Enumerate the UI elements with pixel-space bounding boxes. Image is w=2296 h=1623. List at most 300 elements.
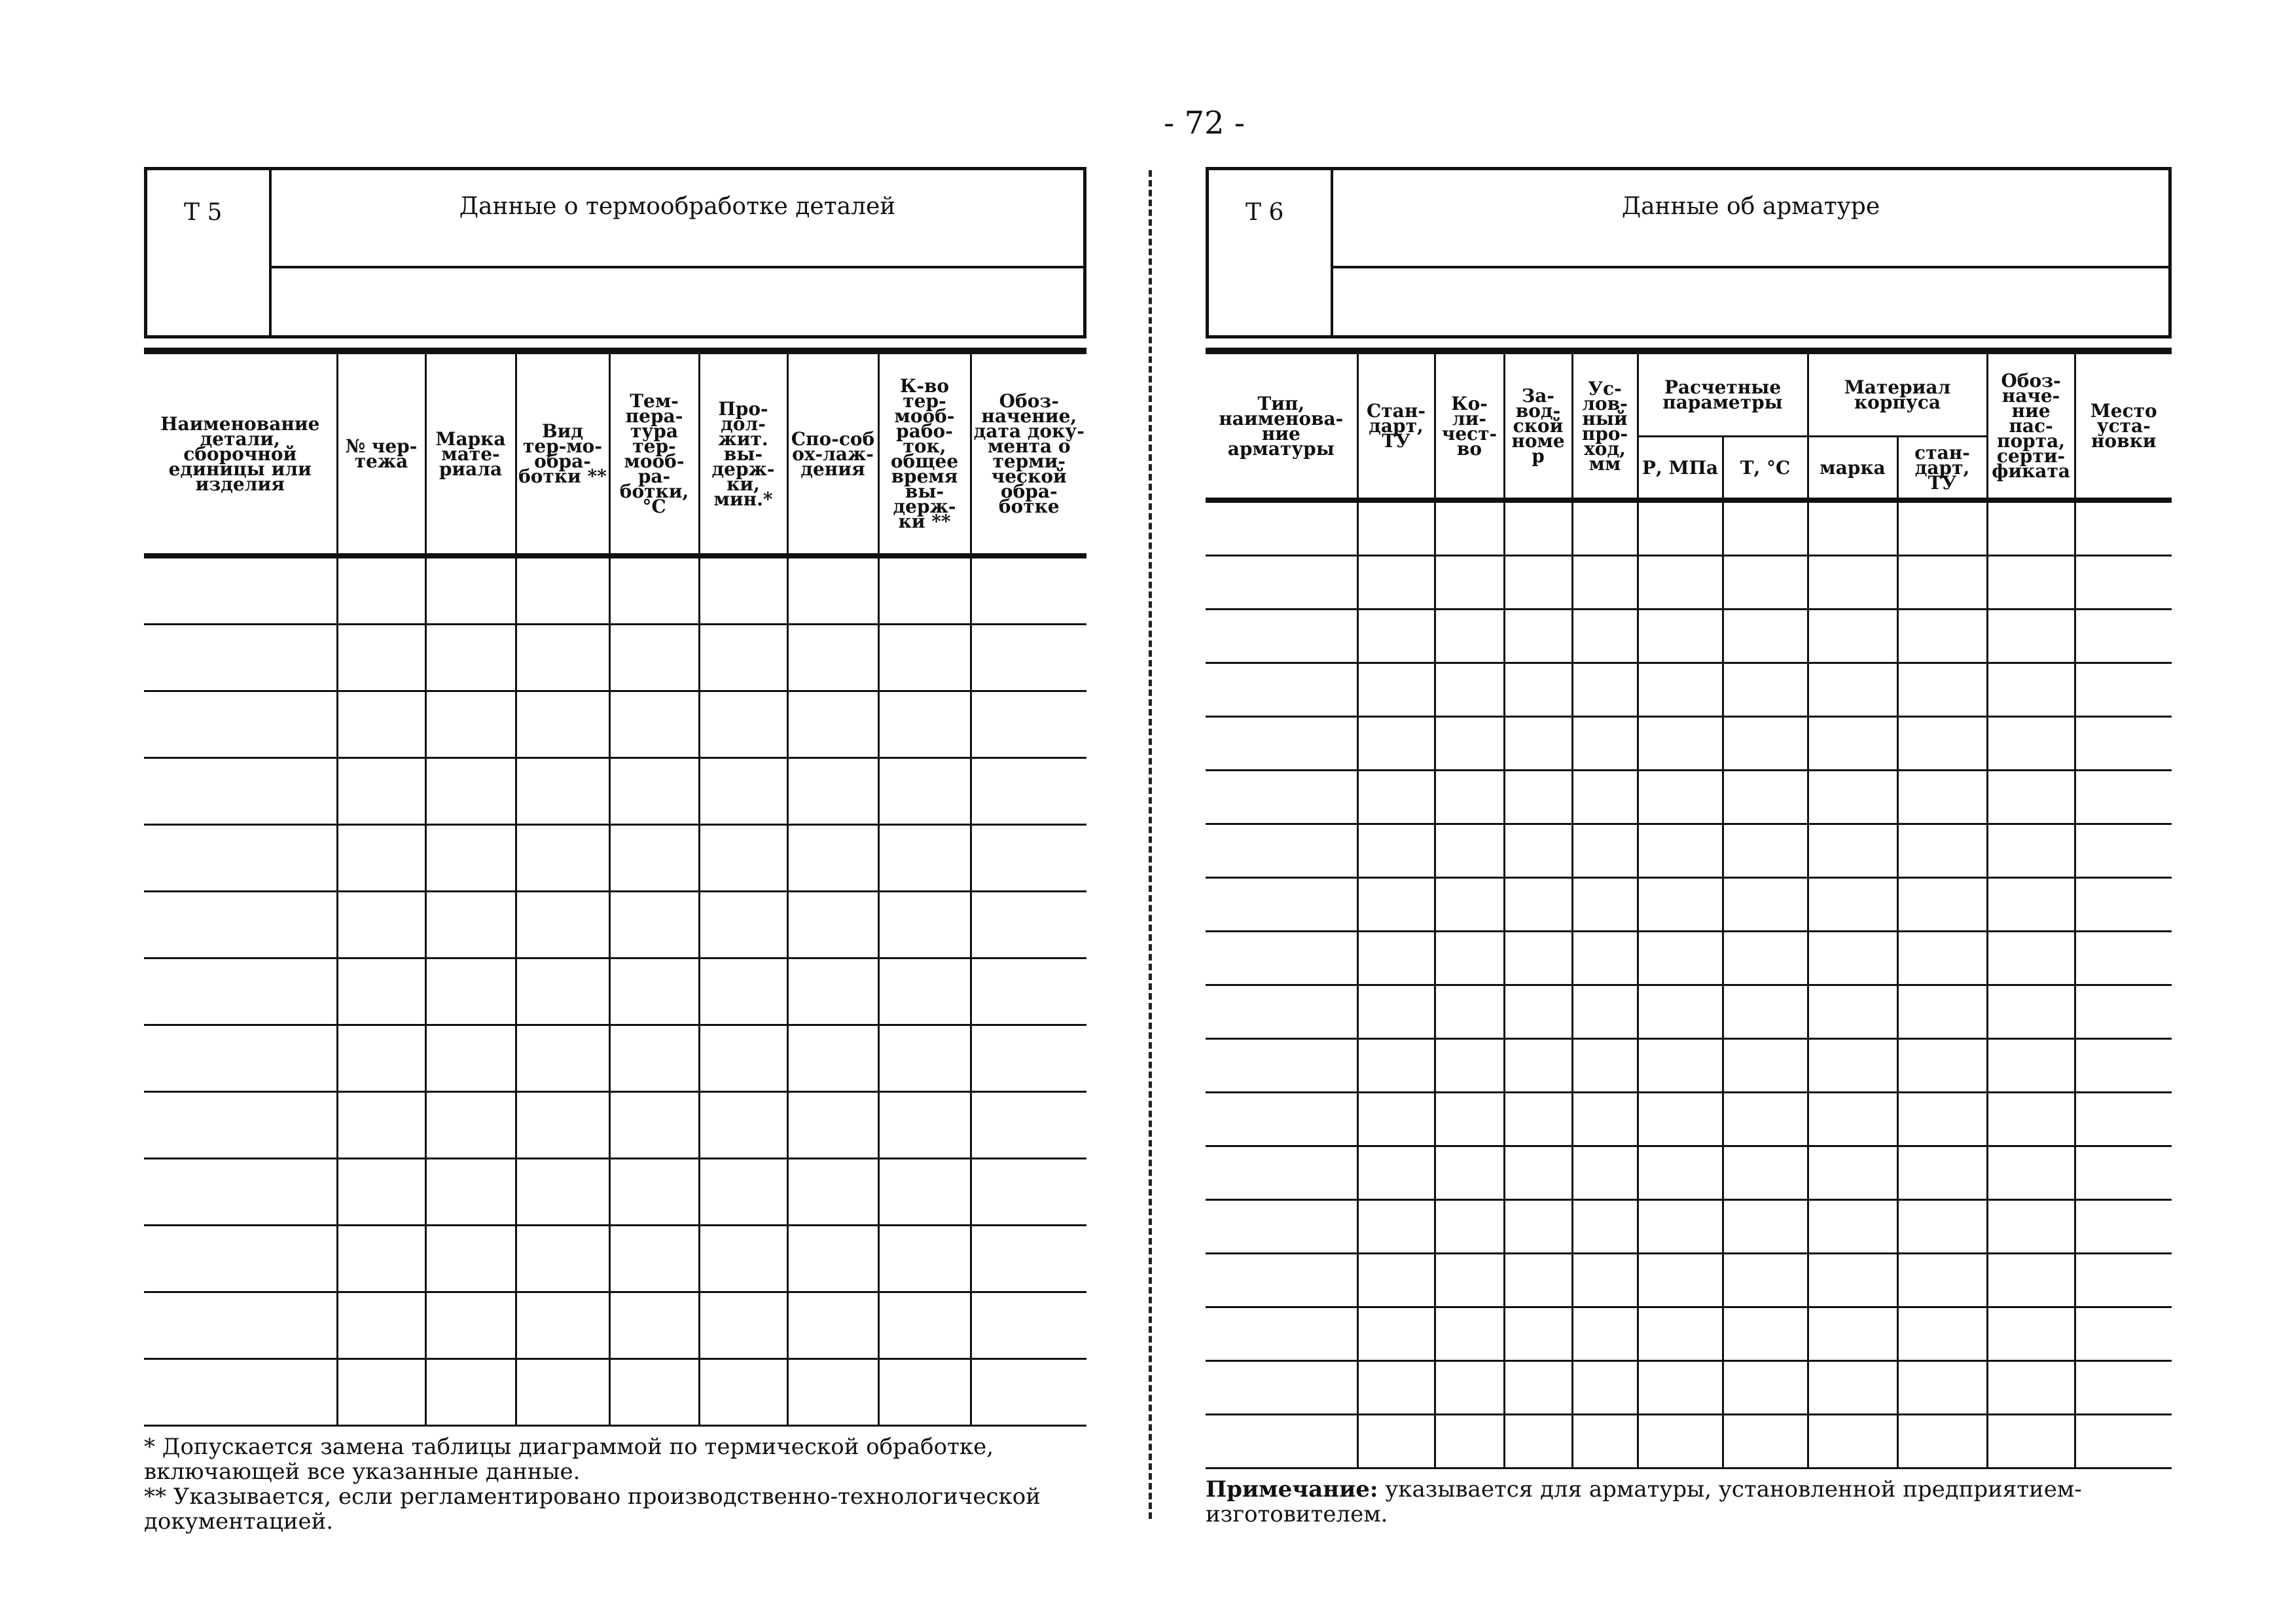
t5-table-cell[interactable] bbox=[144, 1292, 337, 1359]
t6-table-cell[interactable] bbox=[1808, 1039, 1897, 1093]
t6-table-cell[interactable] bbox=[2075, 1307, 2172, 1361]
t5-table-cell[interactable] bbox=[516, 958, 609, 1025]
t6-table-cell[interactable] bbox=[1206, 1200, 1357, 1254]
t6-table-cell[interactable] bbox=[1723, 500, 1808, 556]
t5-table-cell[interactable] bbox=[144, 1025, 337, 1092]
t6-table-cell[interactable] bbox=[1987, 1254, 2075, 1307]
t6-table-cell[interactable] bbox=[1638, 985, 1723, 1039]
t6-table-cell[interactable] bbox=[1723, 932, 1808, 985]
t6-table-cell[interactable] bbox=[1638, 771, 1723, 824]
t6-table-cell[interactable] bbox=[1504, 1200, 1572, 1254]
t6-table-cell[interactable] bbox=[2075, 556, 2172, 610]
t5-table-cell[interactable] bbox=[516, 625, 609, 691]
t6-table-cell[interactable] bbox=[1435, 1307, 1504, 1361]
t5-table-cell[interactable] bbox=[878, 1359, 971, 1426]
t6-table-cell[interactable] bbox=[1435, 663, 1504, 717]
t6-table-cell[interactable] bbox=[1638, 1361, 1723, 1415]
t6-table-cell[interactable] bbox=[1435, 771, 1504, 824]
t5-table-cell[interactable] bbox=[787, 825, 878, 892]
t5-table-cell[interactable] bbox=[425, 625, 516, 691]
t5-table-cell[interactable] bbox=[699, 1092, 787, 1159]
t6-table-cell[interactable] bbox=[1987, 1415, 2075, 1468]
t6-table-cell[interactable] bbox=[1504, 1361, 1572, 1415]
t6-table-cell[interactable] bbox=[1987, 824, 2075, 878]
t5-table-cell[interactable] bbox=[787, 691, 878, 758]
t6-table-cell[interactable] bbox=[1572, 932, 1638, 985]
t6-table-cell[interactable] bbox=[1435, 1093, 1504, 1146]
t5-table-cell[interactable] bbox=[971, 1092, 1086, 1159]
t6-table-cell[interactable] bbox=[1723, 1415, 1808, 1468]
t6-table-cell[interactable] bbox=[1638, 556, 1723, 610]
t5-table-cell[interactable] bbox=[787, 1292, 878, 1359]
t6-table-cell[interactable] bbox=[1572, 878, 1638, 932]
t5-table-cell[interactable] bbox=[971, 1292, 1086, 1359]
t5-table-cell[interactable] bbox=[425, 1359, 516, 1426]
t6-table-cell[interactable] bbox=[1987, 556, 2075, 610]
t6-table-cell[interactable] bbox=[2075, 932, 2172, 985]
t5-table-cell[interactable] bbox=[337, 1092, 425, 1159]
t6-table-cell[interactable] bbox=[1808, 1254, 1897, 1307]
t5-table-cell[interactable] bbox=[878, 758, 971, 825]
t6-table-cell[interactable] bbox=[1572, 1361, 1638, 1415]
t6-table-cell[interactable] bbox=[1572, 1200, 1638, 1254]
t6-table-cell[interactable] bbox=[1572, 1415, 1638, 1468]
t6-table-cell[interactable] bbox=[1206, 1146, 1357, 1200]
t5-table-cell[interactable] bbox=[787, 1226, 878, 1292]
t5-table-cell[interactable] bbox=[878, 958, 971, 1025]
t6-table-cell[interactable] bbox=[1808, 717, 1897, 771]
t6-table-cell[interactable] bbox=[1357, 1415, 1435, 1468]
t6-table-cell[interactable] bbox=[2075, 717, 2172, 771]
t6-table-cell[interactable] bbox=[1206, 1415, 1357, 1468]
t5-table-cell[interactable] bbox=[787, 625, 878, 691]
t6-table-cell[interactable] bbox=[1504, 1307, 1572, 1361]
t5-table-cell[interactable] bbox=[699, 1159, 787, 1226]
t6-table-cell[interactable] bbox=[1808, 824, 1897, 878]
t5-table-cell[interactable] bbox=[425, 1292, 516, 1359]
t5-table-cell[interactable] bbox=[425, 556, 516, 625]
t5-table-cell[interactable] bbox=[609, 758, 699, 825]
t6-table-cell[interactable] bbox=[1435, 985, 1504, 1039]
t6-table-cell[interactable] bbox=[1504, 1415, 1572, 1468]
t6-table-cell[interactable] bbox=[1206, 500, 1357, 556]
t6-table-cell[interactable] bbox=[2075, 985, 2172, 1039]
t6-table-cell[interactable] bbox=[1357, 878, 1435, 932]
t6-table-cell[interactable] bbox=[1808, 1361, 1897, 1415]
t6-table-cell[interactable] bbox=[1206, 1093, 1357, 1146]
t5-table-cell[interactable] bbox=[425, 892, 516, 958]
t5-table-cell[interactable] bbox=[144, 958, 337, 1025]
t6-table-cell[interactable] bbox=[1572, 1093, 1638, 1146]
t5-table-cell[interactable] bbox=[699, 556, 787, 625]
t6-table-cell[interactable] bbox=[1987, 663, 2075, 717]
t6-table-cell[interactable] bbox=[1897, 1307, 1987, 1361]
t6-table-cell[interactable] bbox=[1897, 824, 1987, 878]
t5-table-cell[interactable] bbox=[337, 825, 425, 892]
t5-table-cell[interactable] bbox=[699, 1025, 787, 1092]
t6-table-cell[interactable] bbox=[1897, 717, 1987, 771]
t5-table-cell[interactable] bbox=[699, 1359, 787, 1426]
t5-table-cell[interactable] bbox=[787, 1359, 878, 1426]
t6-table-cell[interactable] bbox=[1638, 1146, 1723, 1200]
t5-table-cell[interactable] bbox=[144, 892, 337, 958]
t5-table-cell[interactable] bbox=[516, 1226, 609, 1292]
t6-table-cell[interactable] bbox=[1572, 663, 1638, 717]
t6-table-cell[interactable] bbox=[1638, 1415, 1723, 1468]
t6-table-cell[interactable] bbox=[1987, 932, 2075, 985]
t5-table-cell[interactable] bbox=[878, 1159, 971, 1226]
t6-table-cell[interactable] bbox=[1572, 824, 1638, 878]
t6-table-cell[interactable] bbox=[1987, 1093, 2075, 1146]
t6-table-cell[interactable] bbox=[1357, 717, 1435, 771]
t6-table-cell[interactable] bbox=[1572, 1307, 1638, 1361]
t5-table-cell[interactable] bbox=[425, 758, 516, 825]
t6-table-cell[interactable] bbox=[1723, 1200, 1808, 1254]
t5-table-cell[interactable] bbox=[609, 825, 699, 892]
t6-table-cell[interactable] bbox=[1723, 878, 1808, 932]
t5-table-cell[interactable] bbox=[425, 1226, 516, 1292]
t5-table-cell[interactable] bbox=[878, 1025, 971, 1092]
t6-table-cell[interactable] bbox=[1435, 1361, 1504, 1415]
t6-table-cell[interactable] bbox=[1723, 663, 1808, 717]
t6-table-cell[interactable] bbox=[2075, 663, 2172, 717]
t5-table-cell[interactable] bbox=[516, 1292, 609, 1359]
t5-table-cell[interactable] bbox=[337, 892, 425, 958]
t5-table-cell[interactable] bbox=[337, 1292, 425, 1359]
t6-table-cell[interactable] bbox=[1808, 1093, 1897, 1146]
t6-table-cell[interactable] bbox=[1435, 932, 1504, 985]
t6-table-cell[interactable] bbox=[1897, 556, 1987, 610]
t6-table-cell[interactable] bbox=[2075, 1146, 2172, 1200]
t6-table-cell[interactable] bbox=[1638, 610, 1723, 663]
t6-table-cell[interactable] bbox=[1723, 771, 1808, 824]
t6-table-cell[interactable] bbox=[1897, 610, 1987, 663]
t5-table-cell[interactable] bbox=[516, 1359, 609, 1426]
t5-table-cell[interactable] bbox=[787, 1159, 878, 1226]
t5-table-cell[interactable] bbox=[337, 1025, 425, 1092]
t5-table-cell[interactable] bbox=[516, 1092, 609, 1159]
t6-table-cell[interactable] bbox=[1638, 1039, 1723, 1093]
t6-table-cell[interactable] bbox=[1206, 1039, 1357, 1093]
t5-table-cell[interactable] bbox=[144, 1092, 337, 1159]
t5-table-cell[interactable] bbox=[787, 1092, 878, 1159]
t5-table-cell[interactable] bbox=[878, 1092, 971, 1159]
t6-table-cell[interactable] bbox=[1206, 824, 1357, 878]
t5-table-cell[interactable] bbox=[609, 1292, 699, 1359]
t5-table-cell[interactable] bbox=[425, 958, 516, 1025]
t5-table-cell[interactable] bbox=[971, 556, 1086, 625]
t5-table-cell[interactable] bbox=[971, 1025, 1086, 1092]
t6-table-cell[interactable] bbox=[2075, 824, 2172, 878]
t6-table-cell[interactable] bbox=[2075, 1039, 2172, 1093]
t6-table-cell[interactable] bbox=[1504, 1039, 1572, 1093]
t5-table-cell[interactable] bbox=[609, 556, 699, 625]
t6-table-cell[interactable] bbox=[2075, 1200, 2172, 1254]
t5-table-cell[interactable] bbox=[971, 625, 1086, 691]
t6-table-cell[interactable] bbox=[1987, 878, 2075, 932]
t6-table-cell[interactable] bbox=[1808, 1146, 1897, 1200]
t5-table-cell[interactable] bbox=[425, 1025, 516, 1092]
t5-table-cell[interactable] bbox=[878, 1226, 971, 1292]
t6-table-cell[interactable] bbox=[1897, 771, 1987, 824]
t6-table-cell[interactable] bbox=[1897, 1093, 1987, 1146]
t6-table-cell[interactable] bbox=[1357, 663, 1435, 717]
t6-table-cell[interactable] bbox=[1435, 717, 1504, 771]
t5-table-cell[interactable] bbox=[516, 691, 609, 758]
t5-table-cell[interactable] bbox=[609, 691, 699, 758]
t5-table-cell[interactable] bbox=[425, 825, 516, 892]
t6-table-cell[interactable] bbox=[2075, 1415, 2172, 1468]
t6-table-cell[interactable] bbox=[1897, 985, 1987, 1039]
t6-table-cell[interactable] bbox=[1504, 663, 1572, 717]
t6-table-cell[interactable] bbox=[1723, 610, 1808, 663]
t6-table-cell[interactable] bbox=[1435, 556, 1504, 610]
t6-table-cell[interactable] bbox=[1435, 1415, 1504, 1468]
t5-table-cell[interactable] bbox=[699, 625, 787, 691]
t5-table-cell[interactable] bbox=[337, 691, 425, 758]
t5-table-cell[interactable] bbox=[144, 625, 337, 691]
t6-table-cell[interactable] bbox=[1504, 878, 1572, 932]
t5-table-cell[interactable] bbox=[337, 958, 425, 1025]
t6-table-cell[interactable] bbox=[1206, 985, 1357, 1039]
t6-table-cell[interactable] bbox=[1638, 1093, 1723, 1146]
t5-table-cell[interactable] bbox=[516, 556, 609, 625]
t5-table-cell[interactable] bbox=[609, 892, 699, 958]
t5-table-cell[interactable] bbox=[971, 758, 1086, 825]
t5-table-cell[interactable] bbox=[878, 1292, 971, 1359]
t6-table-cell[interactable] bbox=[1897, 1254, 1987, 1307]
t6-table-cell[interactable] bbox=[1572, 556, 1638, 610]
t5-table-cell[interactable] bbox=[699, 758, 787, 825]
t6-table-cell[interactable] bbox=[1638, 663, 1723, 717]
t6-table-cell[interactable] bbox=[1206, 610, 1357, 663]
t6-table-cell[interactable] bbox=[1723, 1361, 1808, 1415]
t6-table-cell[interactable] bbox=[1504, 985, 1572, 1039]
t6-table-cell[interactable] bbox=[1808, 556, 1897, 610]
t5-table-cell[interactable] bbox=[609, 958, 699, 1025]
t6-table-cell[interactable] bbox=[1504, 932, 1572, 985]
t6-table-cell[interactable] bbox=[1357, 610, 1435, 663]
t6-table-cell[interactable] bbox=[1504, 556, 1572, 610]
t6-table-cell[interactable] bbox=[1504, 771, 1572, 824]
t6-table-cell[interactable] bbox=[1723, 1039, 1808, 1093]
t6-table-cell[interactable] bbox=[1808, 1415, 1897, 1468]
t6-table-cell[interactable] bbox=[1723, 1254, 1808, 1307]
t6-table-cell[interactable] bbox=[1723, 824, 1808, 878]
t6-table-cell[interactable] bbox=[1435, 1039, 1504, 1093]
t5-table-cell[interactable] bbox=[337, 758, 425, 825]
t5-table-cell[interactable] bbox=[144, 691, 337, 758]
t6-table-cell[interactable] bbox=[1987, 771, 2075, 824]
t5-table-cell[interactable] bbox=[609, 1226, 699, 1292]
t6-table-cell[interactable] bbox=[1808, 932, 1897, 985]
t6-table-cell[interactable] bbox=[1357, 1200, 1435, 1254]
t5-table-cell[interactable] bbox=[699, 825, 787, 892]
t6-table-cell[interactable] bbox=[1572, 1039, 1638, 1093]
t5-table-cell[interactable] bbox=[878, 625, 971, 691]
t5-table-cell[interactable] bbox=[699, 892, 787, 958]
t5-table-cell[interactable] bbox=[787, 958, 878, 1025]
t6-table-cell[interactable] bbox=[1723, 556, 1808, 610]
t5-table-cell[interactable] bbox=[337, 625, 425, 691]
t6-table-cell[interactable] bbox=[1808, 663, 1897, 717]
t6-table-cell[interactable] bbox=[1206, 1307, 1357, 1361]
t6-table-cell[interactable] bbox=[1897, 1039, 1987, 1093]
t5-table-cell[interactable] bbox=[878, 691, 971, 758]
t6-table-cell[interactable] bbox=[2075, 771, 2172, 824]
t5-table-cell[interactable] bbox=[425, 691, 516, 758]
t6-table-cell[interactable] bbox=[1723, 717, 1808, 771]
t6-table-cell[interactable] bbox=[1987, 610, 2075, 663]
t6-table-cell[interactable] bbox=[1987, 1146, 2075, 1200]
t6-table-cell[interactable] bbox=[2075, 610, 2172, 663]
t6-table-cell[interactable] bbox=[1638, 500, 1723, 556]
t6-table-cell[interactable] bbox=[1723, 985, 1808, 1039]
t6-table-cell[interactable] bbox=[1357, 1254, 1435, 1307]
t5-table-cell[interactable] bbox=[878, 825, 971, 892]
t6-table-cell[interactable] bbox=[1357, 985, 1435, 1039]
t6-table-cell[interactable] bbox=[1723, 1146, 1808, 1200]
t5-table-cell[interactable] bbox=[699, 958, 787, 1025]
t6-table-cell[interactable] bbox=[1987, 500, 2075, 556]
t6-table-cell[interactable] bbox=[1504, 824, 1572, 878]
t5-table-cell[interactable] bbox=[516, 892, 609, 958]
t6-table-cell[interactable] bbox=[1435, 1200, 1504, 1254]
t5-table-cell[interactable] bbox=[878, 892, 971, 958]
t6-table-cell[interactable] bbox=[1206, 1361, 1357, 1415]
t5-table-cell[interactable] bbox=[971, 1359, 1086, 1426]
t6-table-cell[interactable] bbox=[1357, 1093, 1435, 1146]
t6-table-cell[interactable] bbox=[1572, 771, 1638, 824]
t5-table-cell[interactable] bbox=[699, 1226, 787, 1292]
t5-table-cell[interactable] bbox=[144, 758, 337, 825]
t6-table-cell[interactable] bbox=[1897, 878, 1987, 932]
t5-table-cell[interactable] bbox=[425, 1092, 516, 1159]
t6-table-cell[interactable] bbox=[1357, 824, 1435, 878]
t6-table-cell[interactable] bbox=[1897, 932, 1987, 985]
t6-table-cell[interactable] bbox=[1897, 1361, 1987, 1415]
t6-table-cell[interactable] bbox=[1572, 610, 1638, 663]
t6-table-cell[interactable] bbox=[1987, 1307, 2075, 1361]
t5-table-cell[interactable] bbox=[787, 758, 878, 825]
t6-table-cell[interactable] bbox=[1808, 1307, 1897, 1361]
t6-table-cell[interactable] bbox=[1572, 1146, 1638, 1200]
t5-table-cell[interactable] bbox=[609, 625, 699, 691]
t6-table-cell[interactable] bbox=[1638, 932, 1723, 985]
t6-table-cell[interactable] bbox=[1638, 878, 1723, 932]
t6-table-cell[interactable] bbox=[1357, 932, 1435, 985]
t6-table-cell[interactable] bbox=[1572, 500, 1638, 556]
t5-table-cell[interactable] bbox=[144, 825, 337, 892]
t6-table-cell[interactable] bbox=[1504, 717, 1572, 771]
t6-table-cell[interactable] bbox=[2075, 878, 2172, 932]
t6-table-cell[interactable] bbox=[1435, 1146, 1504, 1200]
t6-table-cell[interactable] bbox=[1987, 985, 2075, 1039]
t6-table-cell[interactable] bbox=[1504, 1146, 1572, 1200]
t6-table-cell[interactable] bbox=[1504, 500, 1572, 556]
t6-table-cell[interactable] bbox=[1987, 717, 2075, 771]
t6-table-cell[interactable] bbox=[1987, 1361, 2075, 1415]
t6-table-cell[interactable] bbox=[1987, 1039, 2075, 1093]
t6-table-cell[interactable] bbox=[1723, 1307, 1808, 1361]
t5-table-cell[interactable] bbox=[425, 1159, 516, 1226]
t5-table-cell[interactable] bbox=[144, 1359, 337, 1426]
t6-table-cell[interactable] bbox=[1897, 663, 1987, 717]
t5-table-cell[interactable] bbox=[971, 1159, 1086, 1226]
t6-table-cell[interactable] bbox=[1206, 771, 1357, 824]
t6-table-cell[interactable] bbox=[1638, 824, 1723, 878]
t5-table-cell[interactable] bbox=[516, 1159, 609, 1226]
t5-table-cell[interactable] bbox=[971, 958, 1086, 1025]
t6-table-cell[interactable] bbox=[1357, 1146, 1435, 1200]
t6-table-cell[interactable] bbox=[1206, 663, 1357, 717]
t6-table-cell[interactable] bbox=[1638, 1254, 1723, 1307]
t6-table-cell[interactable] bbox=[1357, 500, 1435, 556]
t6-table-cell[interactable] bbox=[1206, 717, 1357, 771]
t5-table-cell[interactable] bbox=[516, 825, 609, 892]
t6-table-cell[interactable] bbox=[1897, 500, 1987, 556]
t5-table-cell[interactable] bbox=[699, 1292, 787, 1359]
t6-table-cell[interactable] bbox=[1357, 771, 1435, 824]
t5-table-cell[interactable] bbox=[337, 1359, 425, 1426]
t6-table-cell[interactable] bbox=[1572, 1254, 1638, 1307]
t6-table-cell[interactable] bbox=[1357, 1039, 1435, 1093]
t6-table-cell[interactable] bbox=[1897, 1146, 1987, 1200]
t6-table-cell[interactable] bbox=[1435, 1254, 1504, 1307]
t6-table-cell[interactable] bbox=[2075, 1093, 2172, 1146]
t6-table-cell[interactable] bbox=[1723, 1093, 1808, 1146]
t5-table-cell[interactable] bbox=[609, 1359, 699, 1426]
t5-table-cell[interactable] bbox=[971, 825, 1086, 892]
t5-table-cell[interactable] bbox=[787, 556, 878, 625]
t6-table-cell[interactable] bbox=[2075, 500, 2172, 556]
t5-table-cell[interactable] bbox=[337, 1226, 425, 1292]
t6-table-cell[interactable] bbox=[1357, 556, 1435, 610]
t5-table-cell[interactable] bbox=[337, 556, 425, 625]
t5-table-cell[interactable] bbox=[609, 1025, 699, 1092]
t6-table-cell[interactable] bbox=[1808, 878, 1897, 932]
t6-table-cell[interactable] bbox=[1435, 824, 1504, 878]
t6-table-cell[interactable] bbox=[2075, 1254, 2172, 1307]
t6-table-cell[interactable] bbox=[1357, 1307, 1435, 1361]
t6-table-cell[interactable] bbox=[1504, 1093, 1572, 1146]
t5-table-cell[interactable] bbox=[337, 1159, 425, 1226]
t6-table-cell[interactable] bbox=[1435, 610, 1504, 663]
t6-table-cell[interactable] bbox=[1572, 985, 1638, 1039]
t6-table-cell[interactable] bbox=[1638, 1200, 1723, 1254]
t6-table-cell[interactable] bbox=[1897, 1415, 1987, 1468]
t5-table-cell[interactable] bbox=[971, 1226, 1086, 1292]
t6-table-cell[interactable] bbox=[1504, 1254, 1572, 1307]
t6-table-cell[interactable] bbox=[1206, 1254, 1357, 1307]
t5-table-cell[interactable] bbox=[699, 691, 787, 758]
t5-table-cell[interactable] bbox=[971, 892, 1086, 958]
t6-table-cell[interactable] bbox=[1638, 717, 1723, 771]
t6-table-cell[interactable] bbox=[1808, 771, 1897, 824]
t5-table-cell[interactable] bbox=[787, 892, 878, 958]
t5-table-cell[interactable] bbox=[609, 1092, 699, 1159]
t6-table-cell[interactable] bbox=[1638, 1307, 1723, 1361]
t6-table-cell[interactable] bbox=[1504, 610, 1572, 663]
t5-table-cell[interactable] bbox=[878, 556, 971, 625]
t6-table-cell[interactable] bbox=[1808, 985, 1897, 1039]
t5-table-cell[interactable] bbox=[516, 758, 609, 825]
t6-table-cell[interactable] bbox=[1435, 500, 1504, 556]
t5-table-cell[interactable] bbox=[144, 556, 337, 625]
t5-table-cell[interactable] bbox=[144, 1159, 337, 1226]
t6-table-cell[interactable] bbox=[1808, 1200, 1897, 1254]
t5-table-cell[interactable] bbox=[516, 1025, 609, 1092]
